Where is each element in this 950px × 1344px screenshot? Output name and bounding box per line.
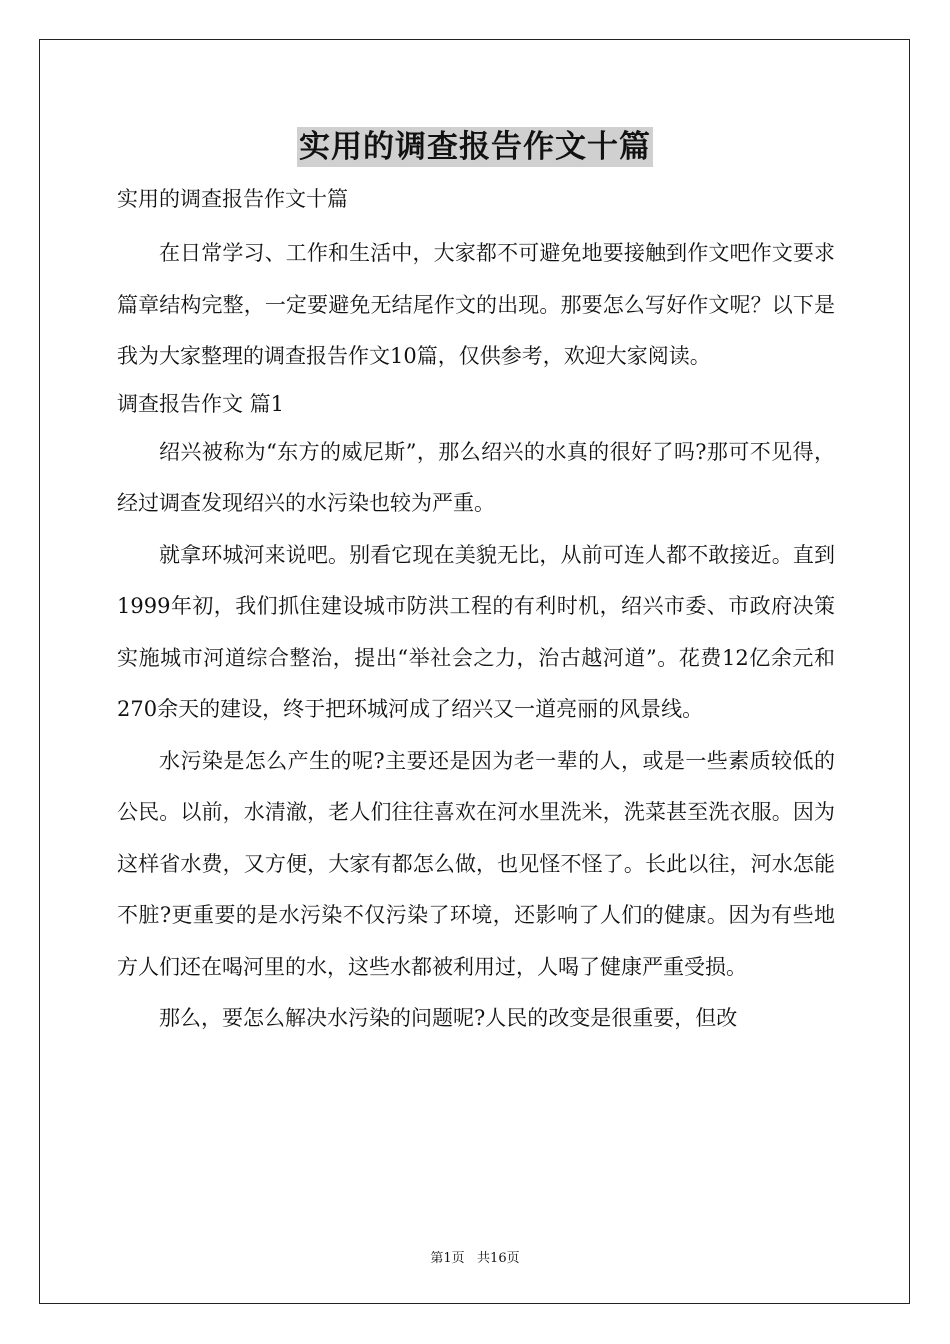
body-paragraph-1: 绍兴被称为“东方的威尼斯”，那么绍兴的水真的很好了吗?那可不见得，经过调查发现绍兴的水污染也较为严重。 — [117, 439, 835, 515]
page-number: 第1页 共16页 — [430, 1251, 520, 1266]
document-subtitle: 实用的调查报告作文十篇 — [117, 187, 348, 211]
section-heading: 调查报告作文 篇1 — [117, 391, 285, 416]
body-paragraph-4: 那么，要怎么解决水污染的问题呢?人民的改变是很重要，但改 — [159, 1006, 738, 1030]
document-body — [117, 180, 835, 1045]
title-container — [0, 127, 950, 167]
document-title: 实用的调查报告作文十篇 — [299, 129, 651, 165]
intro-paragraph: 在日常学习、工作和生活中，大家都不可避免地要接触到作文吧作文要求篇章结构完整，一定要避免无结尾作文的出现。那要怎么写好作文呢？以下是我为大家整理的调查报告作文10篇，仅供参考，欢迎大家阅读。 — [117, 241, 835, 368]
body-paragraph-2: 就拿环城河来说吧。别看它现在美貌无比，从前可连人都不敢接近。直到1999年初，我们抓住建设城市防洪工程的有利时机，绍兴市委、市政府决策实施城市河道综合整治，提出“举社会之力，治古越河道”。花费12亿余元和270余天的建设，终于把环城河成了绍兴又一道亮丽的风景线。 — [117, 542, 835, 721]
body-paragraph-3: 水污染是怎么产生的呢?主要还是因为老一辈的人，或是一些素质较低的公民。以前，水清澈，老人们往往喜欢在河水里洗米，洗菜甚至洗衣服。因为这样省水费，又方便，大家有都怎么做，也见怪不怪了。长此以往，河水怎能不脏?更重要的是水污染不仅污染了环境，还影响了人们的健康。因为有些地方人们还在喝河里的水，这些水都被利用过，人喝了健康严重受损。 — [117, 748, 835, 979]
page-footer — [0, 1247, 950, 1266]
